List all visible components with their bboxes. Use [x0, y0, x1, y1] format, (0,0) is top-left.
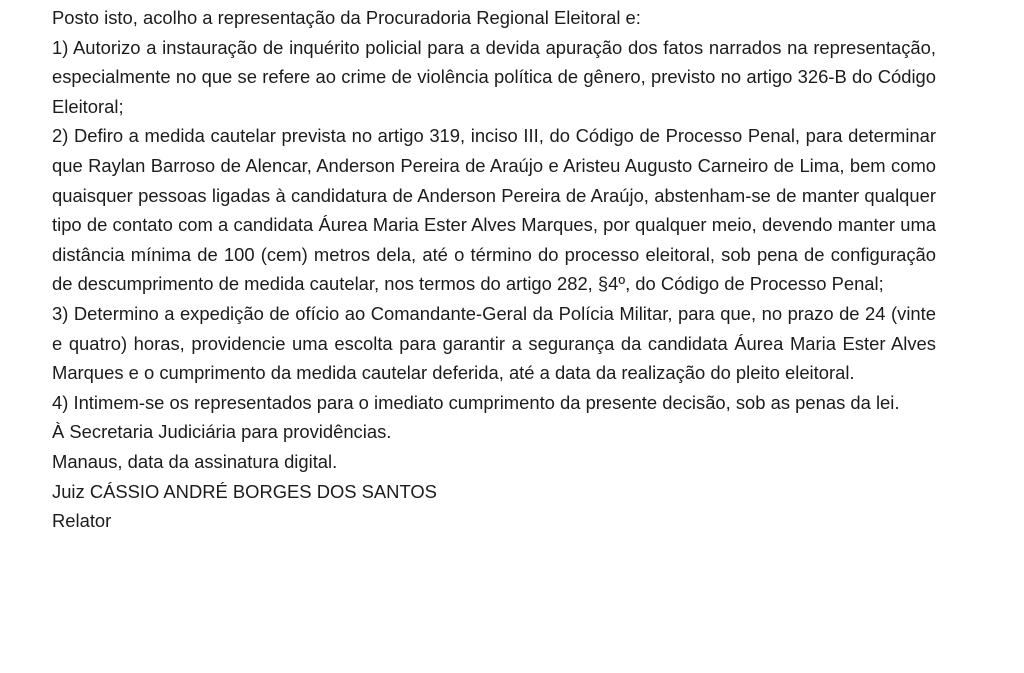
item-1-paragraph: 1) Autorizo a instauração de inquérito policial para a devida apuração dos fatos narrados na representação, especialmente no que se refere ao crime de violência política de gênero, previsto no artigo 326-B do Código Eleitoral; — [52, 36, 936, 117]
decision-text — [52, 3, 936, 536]
place-date-line: Manaus, data da assinatura digital. — [52, 450, 338, 472]
item-3-paragraph: 3) Determino a expedição de ofício ao Comandante-Geral da Polícia Militar, para que, no prazo de 24 (vinte e quatro) horas, providencie uma escolta para garantir a segurança da candidata Áurea Maria Ester Alves Marques e o cumprimento da medida cautelar deferida, até a data da realização do pleito eleitoral. — [52, 302, 936, 384]
signatory-role: Relator — [52, 510, 112, 532]
bottom-crop-mask — [0, 620, 1024, 673]
item-2-paragraph: 2) Defiro a medida cautelar prevista no artigo 319, inciso III, do Código de Processo Penal, para determinar que Raylan Barroso de Alencar, Anderson Pereira de Araújo e Aristeu Augusto Carneiro de Lima, bem como quaisquer pessoas ligadas à candidatura de Anderson Pereira de Araújo, abstenham-se de manter qualquer tipo de contato com a candidata Áurea Maria Ester Alves Marques, por qualquer meio, devendo manter uma distância mínima de 100 (cem) metros dela, até o término do processo eleitoral, sob pena de configuração de descumprimento de medida cautelar, nos termos do artigo 282, §4º, do Código de Processo Penal; — [52, 125, 936, 295]
item-4-paragraph: 4) Intimem-se os representados para o imediato cumprimento da presente decisão, sob as penas da lei. — [52, 391, 900, 413]
intro-paragraph: Posto isto, acolho a representação da Procuradoria Regional Eleitoral e: — [52, 7, 641, 28]
signatory-name: Juiz CÁSSIO ANDRÉ BORGES DOS SANTOS — [52, 480, 437, 502]
secretariat-line: À Secretaria Judiciária para providências. — [52, 421, 392, 443]
